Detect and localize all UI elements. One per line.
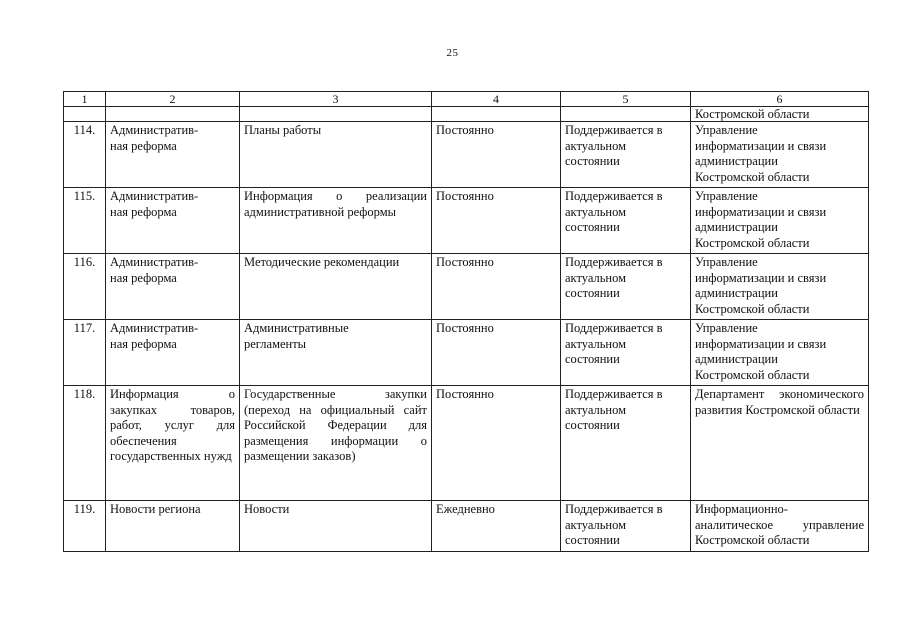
row-number (64, 320, 106, 386)
row-number (64, 254, 106, 320)
frequency-cell-text: Постоянно (436, 321, 494, 335)
cont-cell-5 (561, 107, 691, 122)
status-cell (561, 254, 691, 320)
table-row (64, 254, 869, 320)
row-number-text: 116. (73, 255, 96, 269)
cont-cell-2 (106, 107, 240, 122)
section-cell-text: Административ- ная реформа (110, 123, 199, 153)
table-row (64, 122, 869, 188)
cont-cell-1 (64, 107, 106, 122)
continuation-row (64, 107, 869, 122)
section-cell-text: Новости региона (110, 502, 201, 516)
responsible-cell (691, 122, 869, 188)
registry-table (63, 91, 869, 552)
section-cell-text: Административ- ная реформа (110, 189, 199, 219)
section-cell-text: Административ- ная реформа (110, 321, 199, 351)
frequency-cell (432, 188, 561, 254)
row-number-text: 115. (73, 189, 96, 203)
status-cell-text: Поддерживается в актуальном состоянии (565, 321, 663, 366)
frequency-cell-text: Постоянно (436, 387, 494, 401)
name-cell-text: Государственные закупки (переход на официальный сайт Российской Федерации для размещения информации о размещении заказов) (244, 387, 427, 463)
name-cell-text: Методические рекомендации (244, 255, 400, 269)
table-row (64, 188, 869, 254)
section-cell (106, 501, 240, 552)
status-cell-text: Поддерживается в актуальном состоянии (565, 387, 663, 432)
frequency-cell (432, 386, 561, 501)
status-cell (561, 386, 691, 501)
responsible-cell-text: Информационно-аналитическое управление Костромской области (695, 502, 864, 547)
frequency-cell (432, 501, 561, 552)
name-cell-text: Административные регламенты (244, 321, 349, 351)
responsible-cell-text: Управление информатизации и связи администрации Костромской области (695, 321, 827, 382)
frequency-cell-text: Ежедневно (436, 502, 495, 516)
responsible-cell (691, 386, 869, 501)
header-row (64, 92, 869, 107)
section-cell (106, 188, 240, 254)
row-number-text: 118. (73, 387, 96, 401)
row-number (64, 501, 106, 552)
frequency-cell (432, 254, 561, 320)
section-cell (106, 386, 240, 501)
status-cell-text: Поддерживается в актуальном состоянии (565, 502, 663, 547)
row-number-text: 117. (73, 321, 96, 335)
table-row (64, 386, 869, 501)
row-number-text: 114. (73, 123, 96, 137)
responsible-cell-text: Управление информатизации и связи администрации Костромской области (695, 255, 827, 316)
name-cell-text: Планы работы (244, 123, 322, 137)
section-cell-text: Административ- ная реформа (110, 255, 199, 285)
table-row (64, 501, 869, 552)
name-cell (240, 386, 432, 501)
column-header-5: 5 (561, 92, 691, 107)
status-cell-text: Поддерживается в актуальном состоянии (565, 255, 663, 300)
responsible-cell (691, 501, 869, 552)
responsible-cell-text: Управление информатизации и связи администрации Костромской области (695, 123, 827, 184)
responsible-cell (691, 188, 869, 254)
section-cell (106, 320, 240, 386)
name-cell (240, 254, 432, 320)
responsible-cell-text: Департамент экономического развития Костромской области (695, 387, 864, 417)
row-number (64, 386, 106, 501)
section-cell (106, 122, 240, 188)
row-number (64, 188, 106, 254)
table-row (64, 320, 869, 386)
frequency-cell (432, 122, 561, 188)
status-cell (561, 188, 691, 254)
name-cell (240, 122, 432, 188)
column-header-2: 2 (106, 92, 240, 107)
name-cell-text: Новости (244, 502, 290, 516)
section-cell-text: Информация о закупках товаров, работ, услуг для обеспечения государственных нужд (110, 387, 235, 463)
column-header-6: 6 (691, 92, 869, 107)
column-header-3: 3 (240, 92, 432, 107)
status-cell-text: Поддерживается в актуальном состоянии (565, 189, 663, 234)
frequency-cell-text: Постоянно (436, 189, 494, 203)
responsible-cell (691, 320, 869, 386)
row-number-text: 119. (73, 502, 96, 516)
status-cell (561, 320, 691, 386)
status-cell-text: Поддерживается в актуальном состоянии (565, 123, 663, 168)
name-cell (240, 501, 432, 552)
frequency-cell-text: Постоянно (436, 255, 494, 269)
responsible-cell-text: Управление информатизации и связи администрации Костромской области (695, 189, 827, 250)
name-cell (240, 188, 432, 254)
column-header-1: 1 (64, 92, 106, 107)
name-cell (240, 320, 432, 386)
frequency-cell (432, 320, 561, 386)
section-cell (106, 254, 240, 320)
column-header-4: 4 (432, 92, 561, 107)
page-number: 25 (446, 47, 459, 59)
responsible-cell (691, 254, 869, 320)
status-cell (561, 122, 691, 188)
cont-cell-6: Костромской области (691, 107, 869, 122)
frequency-cell-text: Постоянно (436, 123, 494, 137)
cont-cell-4 (432, 107, 561, 122)
name-cell-text: Информация о реализации административной реформы (244, 189, 427, 219)
status-cell (561, 501, 691, 552)
row-number (64, 122, 106, 188)
cont-cell-3 (240, 107, 432, 122)
